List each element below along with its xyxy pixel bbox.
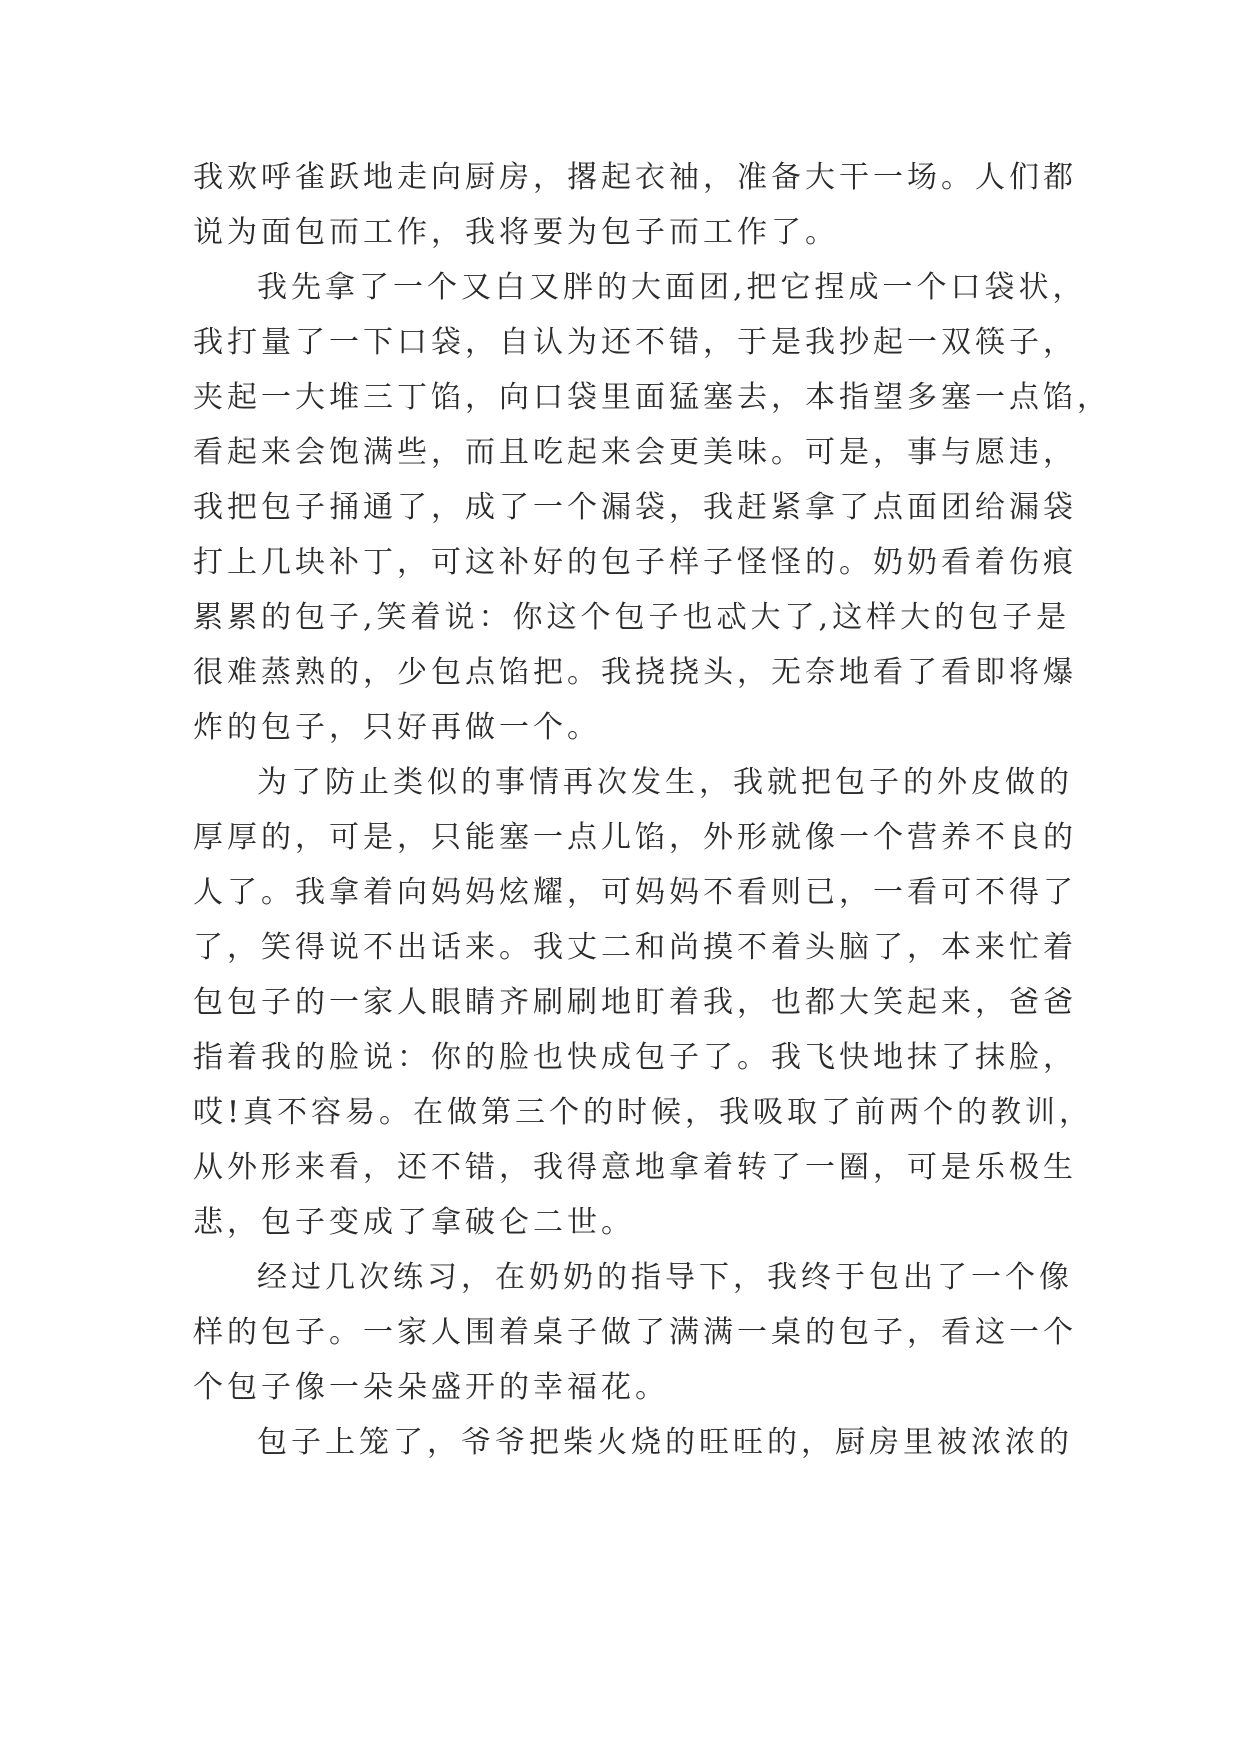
paragraph-start-line: 包子上笼了，爷爷把柴火烧的旺旺的，厨房里被浓浓的 — [257, 1425, 1073, 1460]
paragraph-start-line: 为了防止类似的事情再次发生，我就把包子的外皮做的 — [257, 765, 1073, 800]
text-line: 从外形来看，还不错，我得意地拿着转了一圈，可是乐极生 — [193, 1150, 1077, 1185]
text-line: 哎!真不容易。在做第三个的时候，我吸取了前两个的教训， — [193, 1095, 1094, 1130]
text-line: 说为面包而工作，我将要为包子而工作了。 — [193, 215, 839, 250]
paragraph-start-line: 我先拿了一个又白又胖的大面团,把它捏成一个口袋状， — [257, 270, 1087, 305]
text-line: 个包子像一朵朵盛开的幸福花。 — [193, 1370, 669, 1405]
text-line: 我把包子捅通了，成了一个漏袋，我赶紧拿了点面团给漏袋 — [193, 490, 1077, 525]
text-line: 样的包子。一家人围着桌子做了满满一桌的包子，看这一个 — [193, 1315, 1077, 1350]
text-line: 看起来会饱满些，而且吃起来会更美味。可是，事与愿违， — [193, 435, 1077, 470]
text-line: 悲，包子变成了拿破仑二世。 — [193, 1205, 635, 1240]
text-line: 夹起一大堆三丁馅，向口袋里面猛塞去，本指望多塞一点馅， — [193, 380, 1111, 415]
text-line: 炸的包子，只好再做一个。 — [193, 710, 601, 745]
text-line: 了，笑得说不出话来。我丈二和尚摸不着头脑了，本来忙着 — [193, 930, 1077, 965]
text-line: 累累的包子,笑着说：你这个包子也忒大了,这样大的包子是 — [193, 600, 1071, 635]
text-line: 打上几块补丁，可这补好的包子样子怪怪的。奶奶看着伤痕 — [193, 545, 1077, 580]
text-line: 人了。我拿着向妈妈炫耀，可妈妈不看则已，一看可不得了 — [193, 875, 1077, 910]
text-line: 包包子的一家人眼睛齐刷刷地盯着我，也都大笑起来，爸爸 — [193, 985, 1077, 1020]
text-line: 我打量了一下口袋，自认为还不错，于是我抄起一双筷子， — [193, 325, 1077, 360]
text-line: 厚厚的，可是，只能塞一点儿馅，外形就像一个营养不良的 — [193, 820, 1077, 855]
text-line: 我欢呼雀跃地走向厨房，撂起衣袖，准备大干一场。人们都 — [193, 160, 1077, 195]
paragraph-start-line: 经过几次练习，在奶奶的指导下，我终于包出了一个像 — [257, 1260, 1073, 1295]
text-line: 指着我的脸说：你的脸也快成包子了。我飞快地抹了抹脸， — [193, 1040, 1077, 1075]
text-line: 很难蒸熟的，少包点馅把。我挠挠头，无奈地看了看即将爆 — [193, 655, 1077, 690]
